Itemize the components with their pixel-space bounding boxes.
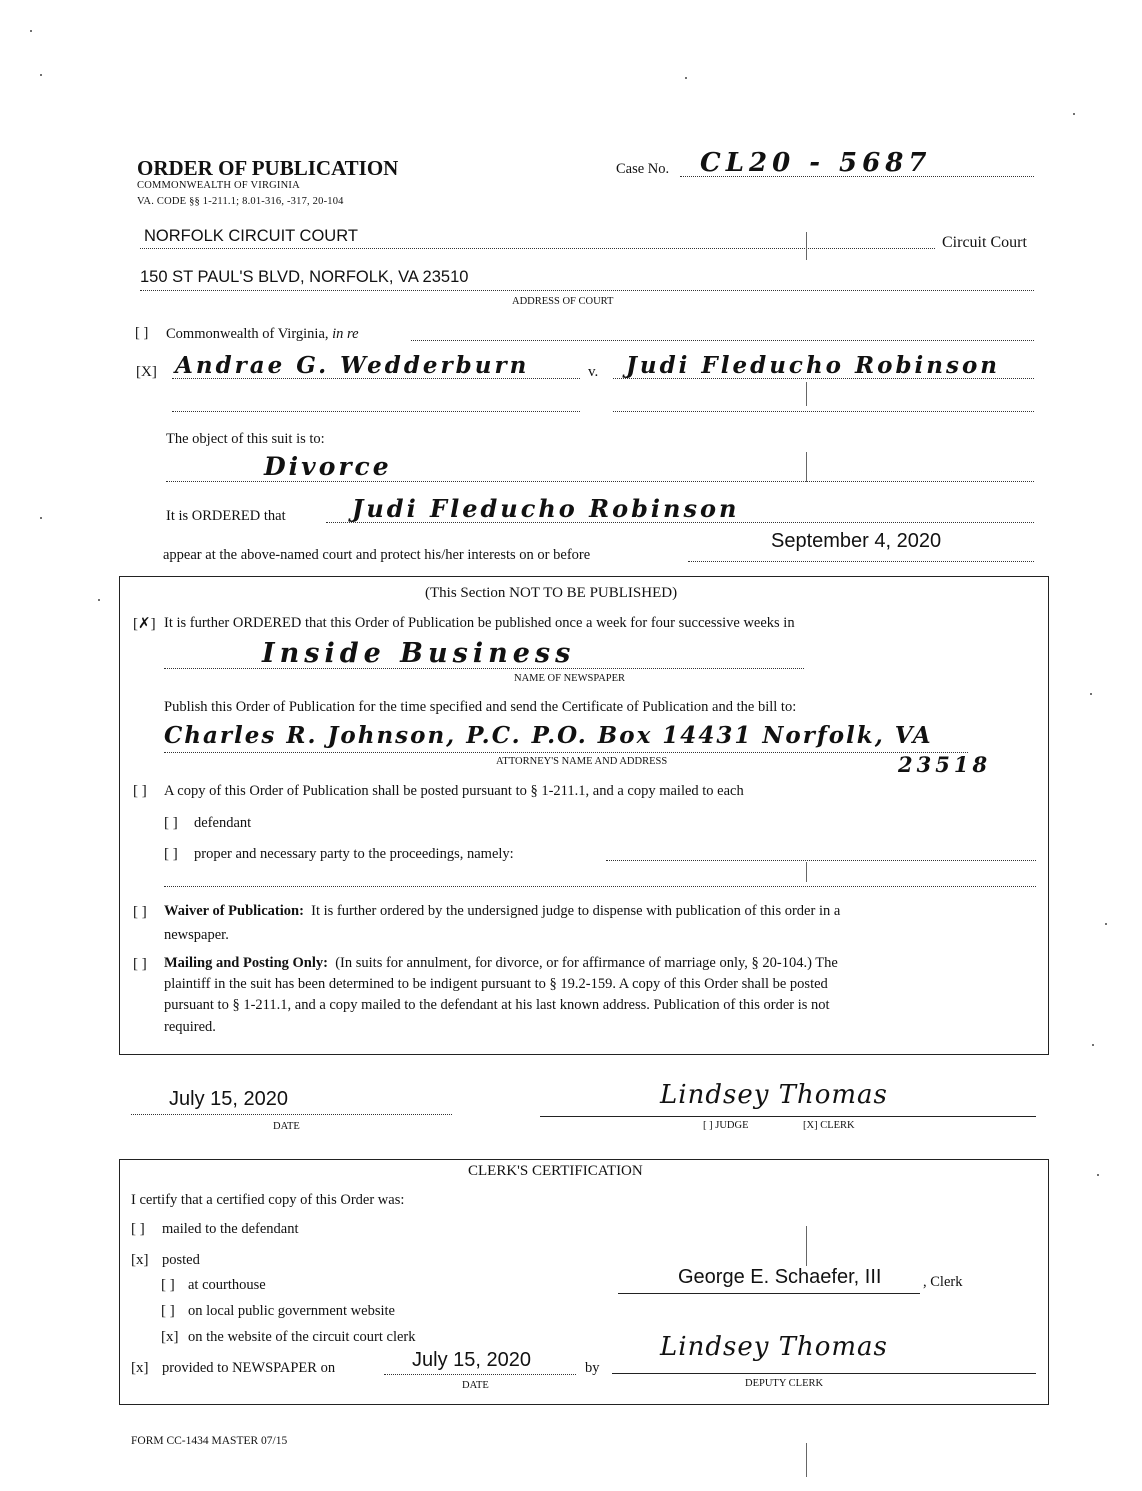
judge-label: [ ] JUDGE (703, 1120, 749, 1131)
versus-checkbox[interactable]: [X] (136, 364, 157, 380)
mailing-text-2: plaintiff in the suit has been determined to be indigent pursuant to § 19.2-159. A copy of this Order shall be posted (164, 976, 828, 992)
scan-speck (1090, 693, 1092, 695)
address-caption: ADDRESS OF COURT (512, 296, 614, 307)
scan-speck (40, 517, 42, 519)
publish-order-text: It is further ORDERED that this Order of Publication be published once a week for four successive weeks in (164, 615, 795, 631)
mailing-text-4: required. (164, 1019, 216, 1035)
clerk-suffix: , Clerk (923, 1274, 963, 1290)
judge-clerk-signature: Lindsey Thomas (660, 1080, 888, 1110)
court-name-line (140, 248, 935, 249)
defendant-line-2 (613, 411, 1034, 412)
newspaper-provided-checkbox[interactable]: [x] (131, 1360, 149, 1376)
plaintiff-line-2 (172, 411, 580, 412)
scan-speck (1073, 113, 1075, 115)
form-subtitle-code: VA. CODE §§ 1-211.1; 8.01-316, -317, 20-104 (137, 196, 344, 207)
defendant-name: Judi Fleducho Robinson (626, 352, 1001, 379)
scan-fold-line (806, 1443, 807, 1477)
attorney-line (164, 752, 968, 753)
mailing-text: Mailing and Posting Only: (In suits for annulment, for divorce, or for affirmance of marriage only, § 20-104.) The (164, 955, 838, 971)
court-address-line (140, 290, 1034, 291)
newspaper-provided-label: provided to NEWSPAPER on (162, 1360, 336, 1376)
attorney-caption: ATTORNEY'S NAME AND ADDRESS (496, 756, 668, 767)
publish-send-text: Publish this Order of Publication for the time specified and send the Certificate of Publication and the bill to: (164, 699, 797, 715)
waiver-text-2: newspaper. (164, 927, 229, 943)
appear-text: appear at the above-named court and protect his/her interests on or before (163, 547, 591, 563)
scan-fold-line (806, 382, 807, 406)
form-title: ORDER OF PUBLICATION (137, 156, 399, 180)
mailing-checkbox[interactable]: [ ] (133, 956, 147, 972)
mailing-text-3: pursuant to § 1-211.1, and a copy mailed to the defendant at his last known address. Publication of this order is not (164, 997, 830, 1013)
copy-posted-text: A copy of this Order of Publication shall be posted pursuant to § 1-211.1, and a copy mailed to each (164, 783, 744, 799)
publish-checkbox[interactable]: [✗] (133, 616, 156, 632)
appear-date: September 4, 2020 (771, 530, 942, 552)
plaintiff-name: Andrae G. Wedderburn (175, 352, 530, 379)
mailed-label: mailed to the defendant (162, 1221, 299, 1237)
form-subtitle-commonwealth: COMMONWEALTH OF VIRGINIA (137, 180, 300, 191)
newspaper-date-line (384, 1374, 576, 1375)
courthouse-label: at courthouse (188, 1277, 266, 1293)
newspaper-name: Inside Business (262, 638, 576, 669)
deputy-signature-line (612, 1373, 1036, 1374)
posted-checkbox[interactable]: [x] (131, 1252, 149, 1268)
scan-speck (1092, 1044, 1094, 1046)
ordered-name: Judi Fleducho Robinson (352, 494, 740, 523)
not-published-heading: (This Section NOT TO BE PUBLISHED) (425, 585, 678, 601)
scan-speck (685, 77, 687, 79)
scan-fold-line (806, 1226, 807, 1266)
case-no-value: CL20 - 5687 (700, 148, 932, 178)
scan-fold-line (806, 862, 807, 882)
defendant-checkbox[interactable]: [ ] (164, 815, 178, 831)
plaintiff-line (172, 378, 580, 379)
object-label: The object of this suit is to: (166, 431, 325, 447)
scan-fold-line (806, 232, 807, 260)
scan-fold-line (806, 452, 807, 482)
party-line (606, 860, 1036, 861)
object-value: Divorce (264, 452, 392, 481)
deputy-clerk-signature: Lindsey Thomas (660, 1332, 888, 1362)
versus-label: v. (588, 364, 599, 380)
defendant-line (613, 378, 1034, 379)
commonwealth-line (411, 340, 1034, 341)
newspaper-caption: NAME OF NEWSPAPER (514, 673, 626, 684)
party-checkbox[interactable]: [ ] (164, 846, 178, 862)
clerk-name-line (618, 1293, 920, 1294)
deputy-caption: DEPUTY CLERK (745, 1378, 824, 1389)
clerk-website-checkbox[interactable]: [x] (161, 1329, 179, 1345)
ordered-label: It is ORDERED that (166, 508, 286, 524)
local-website-label: on local public government website (188, 1303, 395, 1319)
scan-speck (40, 74, 42, 76)
by-label: by (585, 1360, 600, 1376)
ordered-line (326, 522, 1034, 523)
circuit-court-suffix: Circuit Court (942, 234, 1027, 251)
clerk-name: George E. Schaefer, III (678, 1266, 882, 1288)
attorney-name-address: Charles R. Johnson, P.C. P.O. Box 14431 Norfolk, VA (164, 722, 933, 749)
party-label: proper and necessary party to the proceedings, namely: (194, 846, 514, 862)
clerk-label: [X] CLERK (803, 1120, 855, 1131)
signature-line (540, 1116, 1036, 1117)
scan-speck (98, 599, 100, 601)
form-id: FORM CC-1434 MASTER 07/15 (131, 1435, 288, 1447)
clerk-website-label: on the website of the circuit court clerk (188, 1329, 416, 1345)
object-line (166, 481, 1034, 482)
newspaper-line (164, 668, 804, 669)
signature-date: July 15, 2020 (169, 1088, 288, 1110)
local-website-checkbox[interactable]: [ ] (161, 1303, 175, 1319)
certification-heading: CLERK'S CERTIFICATION (468, 1163, 643, 1179)
signature-date-line (131, 1114, 452, 1115)
waiver-checkbox[interactable]: [ ] (133, 904, 147, 920)
mailed-checkbox[interactable]: [ ] (131, 1221, 145, 1237)
scan-speck (1105, 923, 1107, 925)
defendant-label: defendant (194, 815, 252, 831)
posted-label: posted (162, 1252, 200, 1268)
signature-date-caption: DATE (273, 1121, 300, 1132)
scan-speck (30, 30, 32, 32)
court-address: 150 ST PAUL'S BLVD, NORFOLK, VA 23510 (140, 268, 469, 286)
copy-checkbox[interactable]: [ ] (133, 783, 147, 799)
certification-intro: I certify that a certified copy of this Order was: (131, 1192, 405, 1208)
commonwealth-checkbox[interactable]: [ ] (135, 325, 149, 341)
newspaper-provided-date: July 15, 2020 (412, 1349, 531, 1371)
waiver-text: Waiver of Publication: It is further ordered by the undersigned judge to dispense with publication of this order in a (164, 903, 841, 919)
appear-line (688, 561, 1034, 562)
party-line-2 (164, 886, 1036, 887)
newspaper-date-caption: DATE (462, 1380, 489, 1391)
case-no-label: Case No. (616, 161, 670, 177)
courthouse-checkbox[interactable]: [ ] (161, 1277, 175, 1293)
court-name: NORFOLK CIRCUIT COURT (144, 227, 358, 245)
scan-speck (1097, 1174, 1099, 1176)
attorney-zip: 23518 (898, 752, 992, 777)
commonwealth-label: Commonwealth of Virginia, in re (166, 326, 359, 342)
